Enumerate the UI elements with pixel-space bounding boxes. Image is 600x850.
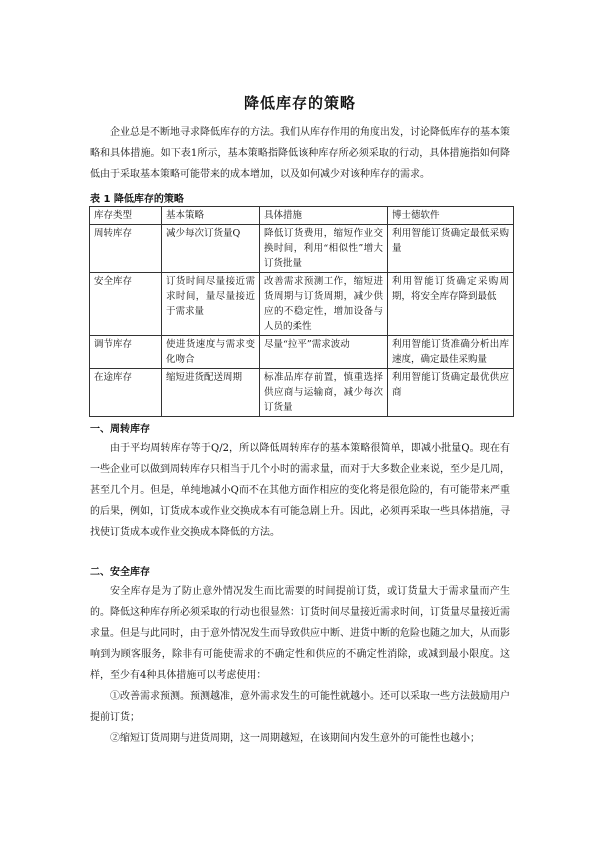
table-cell: 调节库存 — [90, 336, 162, 369]
table-cell: 利用智能订货准确分析出库速度，确定最佳采购量 — [388, 336, 514, 369]
section-heading-safety-stock: 二、安全库存 — [90, 567, 150, 578]
table-cell: 降低订货费用，缩短作业交换时间，利用“相似性”增大订货批量 — [260, 225, 388, 273]
table-cell: 利用智能订货确定最优供应商 — [388, 369, 514, 417]
table-header-row — [90, 207, 514, 225]
measure-item-2: ②缩短订货周期与进货周期，这一周期越短，在该期间内发生意外的可能性也越小； — [110, 733, 480, 744]
table-cell: 标准品库存前置，慎重选择供应商与运输商，减少每次订货量 — [260, 369, 388, 417]
table-row — [90, 336, 514, 369]
header-basic-strategy: 基本策略 — [162, 207, 260, 225]
table-cell: 使进货速度与需求变化吻合 — [162, 336, 260, 369]
strategy-table — [89, 206, 514, 417]
intro-paragraph: 企业总是不断地寻求降低库存的方法。我们从库存作用的角度出发，讨论降低库存的基本策略和具体措施。如下表1所示，基本策略指降低该种库存所必须采取的行动，具体措施指如何降低由于采取基本策略可能带来的成本增加，以及如何减少对该种库存的需求。 — [90, 127, 510, 180]
table-cell: 改善需求预测工作，缩短进货周期与订货周期，减少供应的不稳定性，增加设备与人员的柔性 — [260, 273, 388, 336]
table-cell: 缩短进货配送周期 — [162, 369, 260, 417]
section1-paragraph: 由于平均周转库存等于Q/2，所以降低周转库存的基本策略很简单，即减小批量Q。现在有一些企业可以做到周转库存只相当于几个小时的需求量，而对于大多数企业来说，至少是几周，甚至几个月。但是，单纯地减小Q而不在其他方面作相应的变化将是很危险的，有可能带来严重的后果，例如，订货成本或作业交换成本有可能急剧上升。因此，必须再采取一些具体措施，寻找使订货成本或作业交换成本降低的方法。 — [90, 443, 510, 538]
table-row — [90, 225, 514, 273]
page-title: 降低库存的策略 — [243, 94, 356, 112]
table-cell: 利用智能订货确定采购周期，将安全库存降到最低 — [388, 273, 514, 336]
section2-paragraph: 安全库存是为了防止意外情况发生而比需要的时间提前订货，或订货量大于需求量而产生的。降低这种库存所必须采取的行动也很显然：订货时间尽量接近需求时间，订货量尽量接近需求量。但是与此同时，由于意外情况发生而导致供应中断、进货中断的危险也随之加大，从而影响到为顾客服务，除非有可能使需求的不确定性和供应的不确定性消除，或减到最小限度。这样，至少有4种具体措施可以考虑使用： — [90, 586, 510, 681]
table-cell: 订货时间尽量接近需求时间，量尽量接近于需求量 — [162, 273, 260, 336]
measure-item-1: ①改善需求预测。预测越准，意外需求发生的可能性就越小。还可以采取一些方法鼓励用户提前订货； — [90, 691, 510, 723]
table-cell: 利用智能订货确定最低采购量 — [388, 225, 514, 273]
table-row — [90, 369, 514, 417]
table-cell: 在途库存 — [90, 369, 162, 417]
table-cell: 尽量“拉平”需求波动 — [260, 336, 388, 369]
header-measures: 具体措施 — [260, 207, 388, 225]
table-row — [90, 273, 514, 336]
table-caption: 表 1 降低库存的策略 — [90, 194, 184, 205]
table-cell: 安全库存 — [90, 273, 162, 336]
header-inventory-type: 库存类型 — [90, 207, 162, 225]
section-heading-cycle-stock: 一、周转库存 — [90, 424, 150, 435]
header-software: 博士德软件 — [388, 207, 514, 225]
table-cell: 周转库存 — [90, 225, 162, 273]
table-cell: 减少每次订货量Q — [162, 225, 260, 273]
